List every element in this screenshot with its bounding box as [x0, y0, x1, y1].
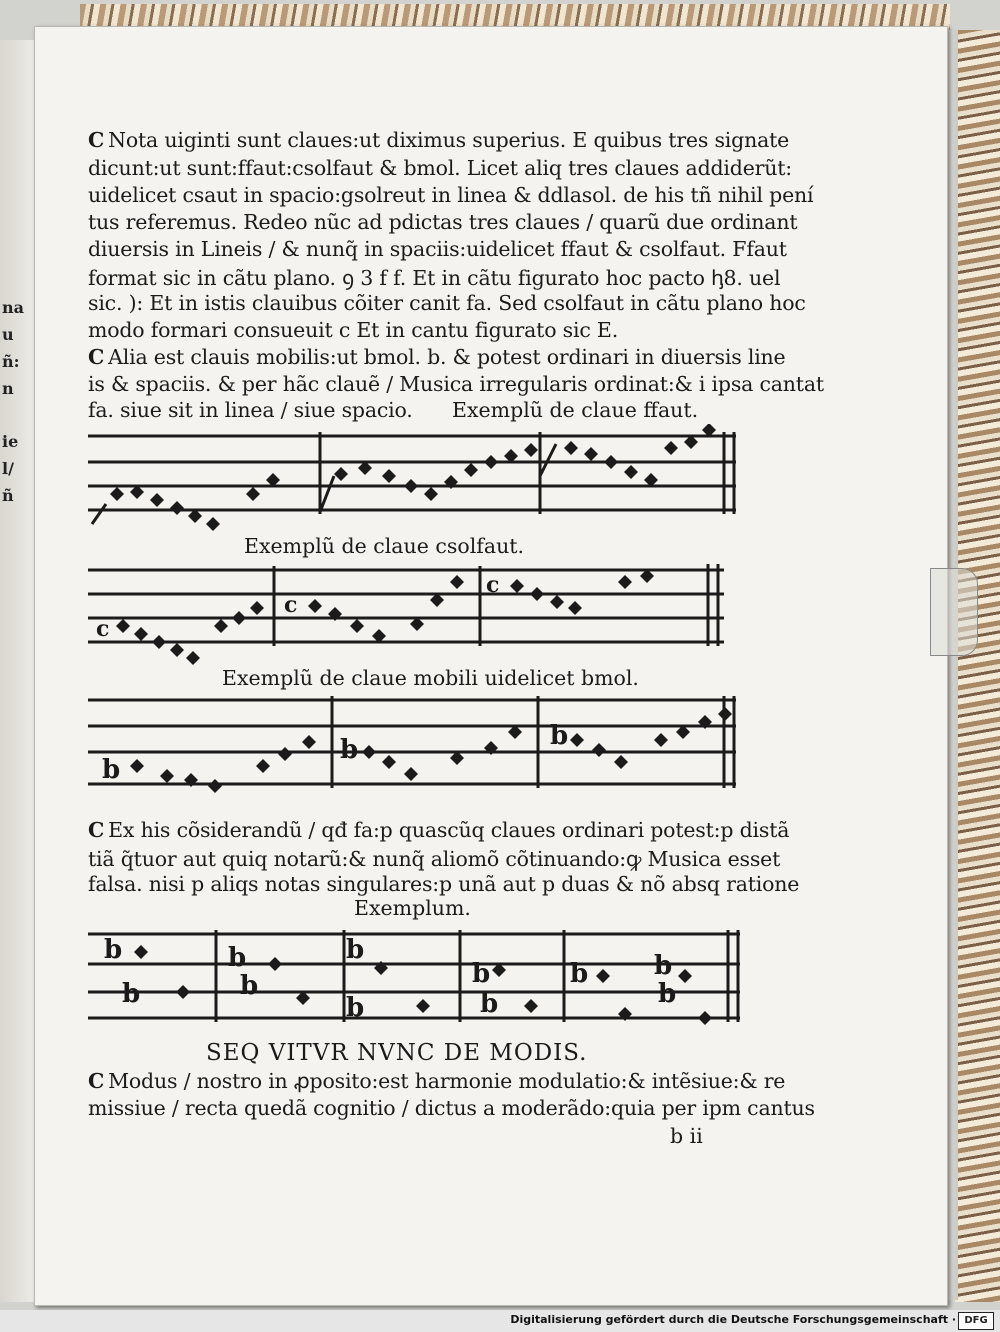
- music-staff-bmol: [88, 692, 738, 804]
- music-staff-exemplum: [88, 922, 742, 1026]
- text-line: C Nota uiginti sunt claues:ut diximus superius. E quibus tres signate: [88, 128, 790, 152]
- pilcrow-icon: C: [88, 345, 105, 369]
- svg-text:b: b: [340, 735, 359, 765]
- svg-text:b: b: [480, 989, 499, 1019]
- text-line: missiue / recta quedã cognitio / dictus a moderãdo:quia per ipm cantus: [88, 1096, 815, 1120]
- text-line: C Modus / nostro in ꝓposito:est harmonie modulatio:& intẽsiue:& re: [88, 1069, 786, 1093]
- svg-text:b: b: [570, 959, 589, 989]
- svg-text:b: b: [228, 943, 247, 973]
- text-line: tiã q̃tuor aut quiq notarũ:& nunq̃ aliomõ cõtinuando:ꝙ Musica esset: [88, 847, 781, 871]
- left-page-fragment: l/: [2, 459, 14, 478]
- text-line: tus referemus. Redeo nũc ad pdictas tres claues / quarũ due ordinant: [88, 210, 798, 234]
- music-staff-csolfaut: [88, 560, 728, 670]
- svg-text:b: b: [346, 993, 365, 1023]
- pilcrow-icon: C: [88, 818, 105, 842]
- text-line: is & spaciis. & per hãc clauẽ / Musica irregularis ordinat:& i ipsa cantat: [88, 372, 824, 396]
- text-line: format sic in cãtu plano. ꝯ 3 f f. Et in cãtu figurato hoc pacto ꞕ8. uel: [88, 266, 781, 290]
- svg-text:b: b: [102, 755, 121, 785]
- marbled-cover-right: [955, 30, 1000, 1302]
- example-label-bmol: Exemplũ de claue mobili uidelicet bmol.: [222, 666, 639, 690]
- footer-credit: Digitalisierung gefördert durch die Deutsche Forschungsgemeinschaft ·: [510, 1313, 956, 1326]
- text-line: fa. siue sit in linea / siue spacio.: [88, 398, 413, 422]
- example-label-plain: Exemplum.: [354, 896, 471, 920]
- example-label-ffaut: Exemplũ de claue ffaut.: [452, 398, 699, 422]
- left-facing-page: [0, 40, 35, 1302]
- pilcrow-icon: C: [88, 128, 105, 152]
- section-heading: SEQ VITVR NVNC DE MODIS.: [206, 1040, 588, 1066]
- text-line: falsa. nisi p aliqs notas singulares:p unã aut p duas & nõ absq ratione: [88, 872, 800, 896]
- example-label-csolfaut: Exemplũ de claue csolfaut.: [244, 534, 525, 558]
- svg-text:b: b: [346, 935, 365, 965]
- dfg-logo: DFG: [958, 1312, 994, 1330]
- left-page-fragment: na: [2, 298, 24, 317]
- text-line: sic. ): Et in istis clauibus cõiter canit fa. Sed csolfaut in cãtu plano hoc: [88, 291, 806, 315]
- svg-text:b: b: [550, 721, 569, 751]
- page-clip: [930, 568, 978, 656]
- svg-text:b: b: [654, 951, 673, 981]
- text-line: dicunt:ut sunt:ffaut:csolfaut & bmol. Licet aliq tres claues addiderũt:: [88, 156, 792, 180]
- svg-text:b: b: [104, 935, 123, 965]
- left-page-fragment: ñ: [2, 486, 14, 505]
- svg-text:b: b: [122, 979, 141, 1009]
- music-staff-ffaut: [88, 424, 738, 532]
- left-page-fragment: ie: [2, 432, 19, 451]
- text-line: uidelicet csaut in spacio:gsolreut in linea & ddlasol. de his tñ nihil pení: [88, 183, 814, 207]
- svg-text:c: c: [284, 592, 298, 618]
- text-line: C Alia est clauis mobilis:ut bmol. b. & potest ordinari in diuersis line: [88, 345, 786, 369]
- text-line: diuersis in Lineis / & nunq̃ in spaciis:uidelicet ffaut & csolfaut. Ffaut: [88, 237, 787, 261]
- svg-text:b: b: [240, 971, 259, 1001]
- pilcrow-icon: C: [88, 1069, 105, 1093]
- left-page-fragment: ñ:: [2, 352, 20, 371]
- left-page-fragment: u: [2, 325, 14, 344]
- text-line: C Ex his cõsiderandũ / qđ fa:p quascũq claues ordinari potest:p distã: [88, 818, 790, 842]
- svg-text:c: c: [96, 616, 110, 642]
- left-page-fragment: n: [2, 379, 14, 398]
- svg-text:b: b: [472, 959, 491, 989]
- svg-text:c: c: [486, 572, 500, 598]
- text-line: modo formari consueuit c Et in cantu figurato sic E.: [88, 318, 619, 342]
- svg-text:b: b: [658, 979, 677, 1009]
- signature-mark: b ii: [670, 1124, 703, 1148]
